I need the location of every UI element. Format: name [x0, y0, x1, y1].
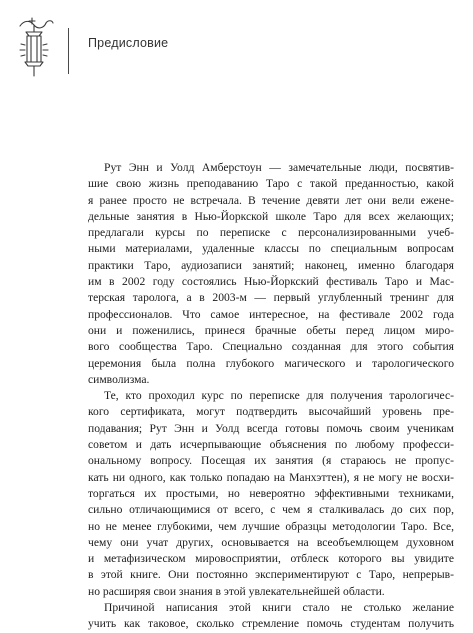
text-line: кать ни одного, как только попадаю на Манхэттен), я не могу не восхи-	[88, 470, 454, 484]
text-line: торгаться их простыми, но невероятно эффективными техниками,	[88, 486, 454, 500]
text-line: предлагали курсы по переписке с персонализированными учеб-	[88, 226, 454, 240]
text-line: Рут Энн и Уолд Амберстоун — замечательные люди, посвятив-	[104, 161, 454, 174]
text-line: церемония была полна глубокого магического и тарологического	[88, 356, 454, 370]
text-line: дельные занятия в Нью-Йоркской школе Таро для всех желающих;	[88, 209, 454, 223]
paragraph	[88, 600, 454, 633]
text-line: я ранее просто не встречала. В течение девяти лет они вели еженe-	[88, 193, 454, 207]
text-line: но не менее глубокими, чем лучшие образцы методологии Таро. Все,	[88, 519, 454, 533]
text-line: вого сообщества Таро. Специально созданная для этого события	[88, 340, 454, 354]
text-line: чему они учат других, основывается на всеобъемлющем духовном	[88, 535, 454, 549]
chapter-title: Предисловие	[88, 36, 169, 50]
lantern-ornament-icon	[12, 14, 60, 78]
text-line: сильно отличающимися от всего, с чем я сталкивалась до сих пор,	[88, 503, 454, 517]
text-line: подавания; Рут Энн и Уолд всегда готовы помочь своим ученикам	[88, 421, 454, 435]
header-divider	[68, 28, 69, 74]
text-line: профессионалов. Что самое интересное, на фестивале 2002 года	[88, 307, 454, 321]
body-text	[88, 160, 454, 633]
text-line: учить как таковое, сколько стремление помочь студентам получить	[88, 617, 454, 631]
text-line: ными материалами, удаленные классы по специальным вопросам	[88, 242, 454, 256]
text-line: Причиной написания этой книги стало не столько желание	[104, 601, 454, 615]
text-line: советом и дать исчерпывающие объяснения по любому професси-	[88, 438, 454, 452]
chapter-header	[0, 0, 473, 80]
text-line: Те, кто проходил курс по переписке для получения тарологичес-	[104, 389, 454, 403]
text-line: и метафизическом мировосприятии, отблеск которого вы увидите	[88, 552, 454, 566]
text-line: шие свою жизнь преподаванию Таро с такой преданностью, какой	[88, 177, 454, 191]
text-line: терская таролога, а в 2003-м — первый углубленный тренинг для	[88, 291, 454, 305]
paragraph	[88, 388, 454, 600]
text-line: символизма.	[88, 372, 150, 386]
text-line: кого сертификата, могут подтвердить высочайший уровень пре-	[88, 405, 454, 419]
text-line: но расширяя свои знания в этой увлекательнейшей области.	[88, 584, 385, 598]
text-line: практики Таро, аудиозаписи занятий; наконец, именно благодаря	[88, 258, 454, 272]
paragraph	[88, 160, 454, 388]
text-line: им в 2002 году состоялись Нью-Йоркский фестиваль Таро и Мас-	[88, 275, 454, 289]
text-line: в этой книге. Они постоянно экспериментируют с Таро, непрерыв-	[88, 568, 454, 582]
text-line: они и поженились, принеся брачные обеты перед лицом миро-	[88, 323, 454, 337]
text-line: ональному вопросу. Посещая их занятия (я стараюсь не пропус-	[88, 454, 454, 468]
